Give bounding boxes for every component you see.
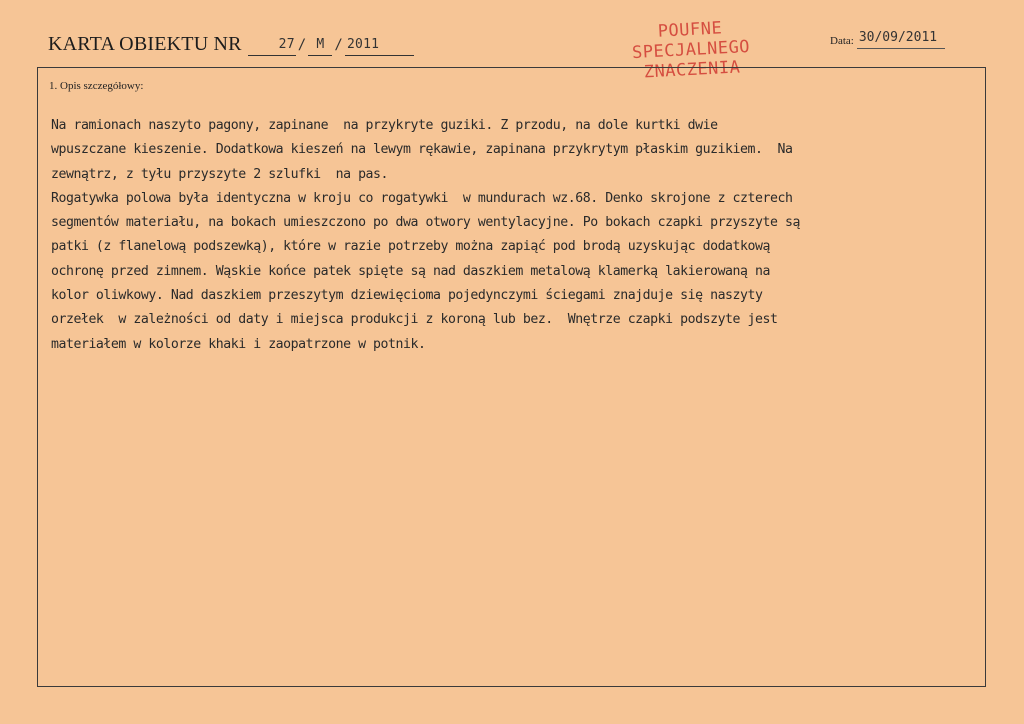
text-line: orzełek w zależności od daty i miejsca produkcji z koroną lub bez. Wnętrze czapki podszyte jest (51, 312, 778, 328)
text-line: kolor oliwkowy. Nad daszkiem przeszytym dziewięcioma pojedynczymi ściegami znajduje się naszyty (51, 288, 763, 304)
object-number-part3: 2011 (345, 37, 414, 56)
number-separator: / (334, 37, 344, 53)
stamp-line: ZNACZENIA (643, 57, 741, 83)
object-number-part2: M (308, 37, 332, 56)
text-line: zewnątrz, z tyłu przyszyte 2 szlufki na pas. (51, 166, 389, 182)
text-line: patki (z flanelową podszewką), które w razie potrzeby można zapiąć pod brodą uzyskując dodatkową (51, 239, 770, 255)
number-separator: / (297, 37, 307, 53)
description-text (51, 114, 981, 357)
object-number-part1: 27 (248, 37, 296, 56)
object-number-field (248, 37, 414, 56)
text-line: Rogatywka polowa była identyczna w kroju co rogatywki w mundurach wz.68. Denko skrojone z czterech (51, 190, 793, 206)
text-line: wpuszczane kieszenie. Dodatkowa kieszeń na lewym rękawie, zapinana przykrytym płaskim guzikiem. Na (51, 142, 793, 158)
text-line: ochronę przed zimnem. Wąskie końce patek spięte są nad daszkiem metalową klamerką lakierowaną na (51, 263, 770, 279)
stamp-line: SPECJALNEGO (631, 36, 751, 64)
text-line: materiałem w kolorze khaki i zaopatrzone w potnik. (51, 336, 426, 352)
card-title: KARTA OBIEKTU NR (48, 33, 242, 55)
date-value: 30/09/2011 (857, 30, 945, 49)
card-header (48, 33, 414, 56)
text-line: Na ramionach naszyto pagony, zapinane na przykryte guziki. Z przodu, na dole kurtki dwie (51, 118, 718, 133)
section-label: 1. Opis szczegółowy: (49, 80, 144, 92)
description-box (37, 67, 986, 687)
stamp-line: POUFNE (657, 18, 723, 42)
text-line: segmentów materiału, na bokach umieszczono po dwa otwory wentylacyjne. Po bokach czapki przyszyte są (51, 215, 800, 231)
date-field (830, 30, 945, 49)
date-label: Data: (830, 35, 854, 47)
